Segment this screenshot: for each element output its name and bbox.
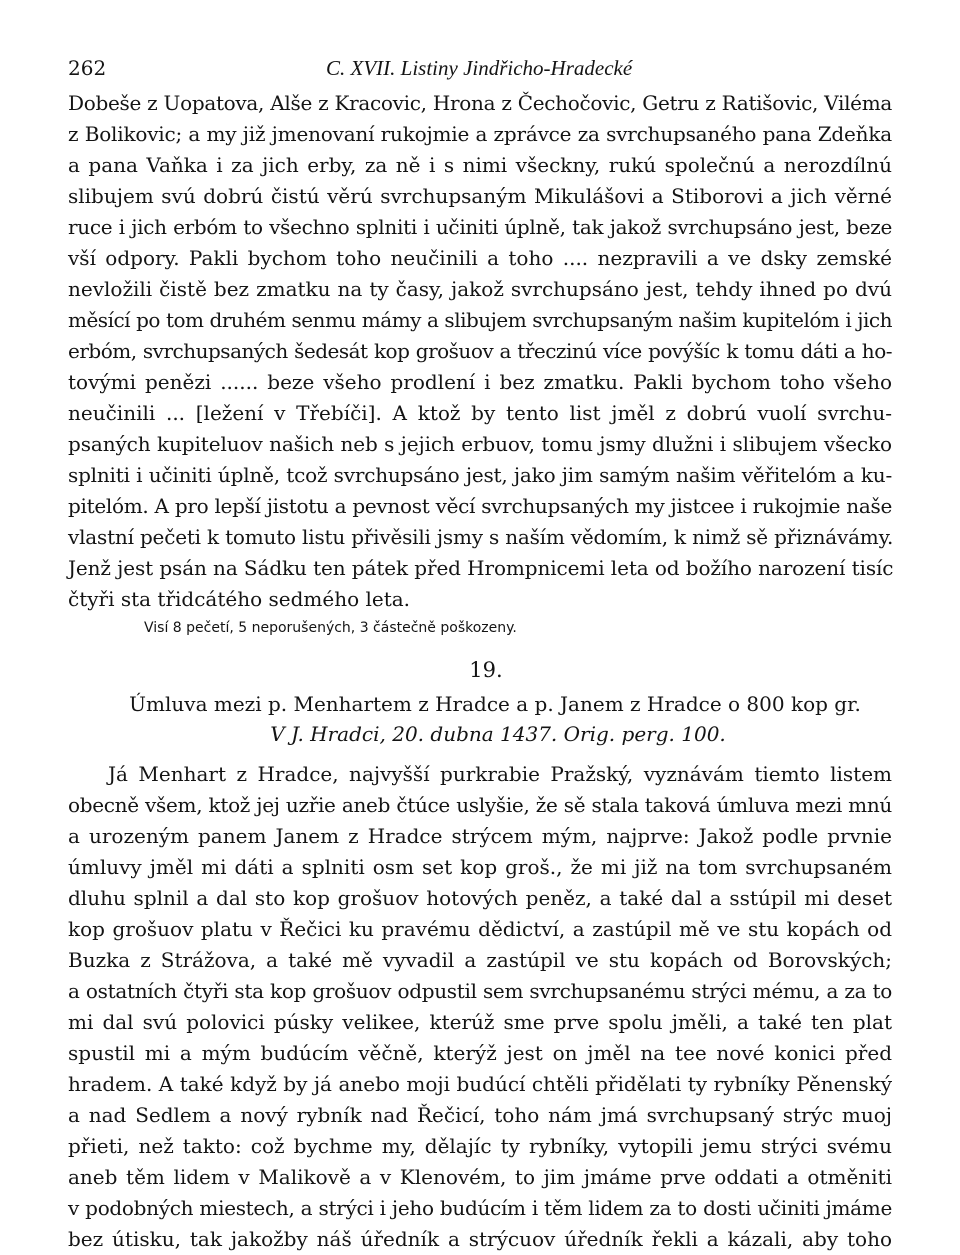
text-line: neučinili ... [ležení v Třebíči]. A ktož by tento list jměl z dobrú vuolí svrchu-: [68, 401, 892, 425]
document-number: 19.: [469, 658, 503, 682]
text-line: Jenž jest psán na Sádku ten pátek před Hrompnicemi leta od božího narození tisíc: [68, 556, 894, 580]
text-line: hradem. A také když by já anebo moji budúcí chtěli přidělati ty rybníky Pěnenský: [68, 1072, 892, 1096]
previous-document-text: [68, 88, 892, 615]
text-line: v podobných miestech, a strýci i jeho budúcím i těm lidem za to dosti učiniti jmáme: [68, 1196, 892, 1220]
text-line: Já Menhart z Hradce, najvyšší purkrabie Pražský, vyznávám tiemto listem: [108, 762, 892, 786]
running-header: [68, 48, 892, 88]
text-line: dluhu splnil a dal sto kop grošuov hotových peněz, a také dal a sstúpil mi deset: [68, 886, 892, 910]
text-line: tovými penězi ...... beze všeho prodlení i bez zmatku. Pakli bychom toho všeho: [68, 370, 892, 394]
text-line: přieti, než takto: což bychme my, dělajíc ty rybníky, vytopili jemu strýci svému: [68, 1134, 892, 1158]
text-line: a pana Vaňka i za jich erby, za ně i s nimi všeckny, rukú společnú a nerozdílnú: [68, 153, 892, 177]
text-line: úmluvy jměl mi dáti a splniti osm set kop groš., že mi již na tom svrchupsaném: [68, 855, 892, 879]
text-line: mi dal svú polovici púsky velikee, kterúž sme prve spolu jměli, a také ten plat: [68, 1010, 892, 1034]
text-line: a nad Sedlem a nový rybník nad Řečicí, toho nám jmá svrchupsaný strýc muoj: [68, 1103, 892, 1127]
text-line: Dobeše z Uopatova, Alše z Kracovic, Hrona z Čechočovic, Getru z Ratišovic, Viléma: [68, 91, 892, 115]
text-line: bez útisku, tak jakožby náš úředník a strýcuov úředník řekli a kázali, aby toho: [68, 1227, 892, 1251]
text-line: a urozeným panem Janem z Hradce strýcem mým, najprve: Jakož podle prvnie: [68, 824, 892, 848]
text-line: Buzka z Strážova, a také mě vyvadil a zastúpil ve stu kopách od Borovských;: [68, 948, 892, 972]
document-dating: V J. Hradci, 20. dubna 1437. Orig. perg. 100.: [270, 722, 726, 746]
text-line: ruce i jich erbóm to všechno splniti i učiniti úplně, tak jakož svrchupsáno jest, beze: [68, 215, 892, 239]
text-line: splniti i učiniti úplně, tcož svrchupsáno jest, jako jim samým našim věřitelóm a ku-: [68, 463, 892, 487]
running-title: C. XVII. Listiny Jindřicho-Hradecké: [326, 56, 633, 80]
text-line: pitelóm. A pro lepší jistotu a pevnost věcí svrchupsaných my jistcee i rukojmie naše: [68, 494, 892, 518]
text-line: aneb těm lidem v Malikově a v Klenovém, to jim jmáme prve oddati a otměniti: [68, 1165, 892, 1189]
text-line: měsící po tom druhém senmu mámy a slibujem svrchupsaným našim kupitelóm i jich: [68, 308, 892, 332]
text-line: z Bolikovic; a my již jmenovaní rukojmie a zprávce za svrchupsaného pana Zdeňka: [68, 122, 892, 146]
text-line: nevložili čistě bez zmatku na ty časy, jakož svrchupsáno jest, tehdy ihned po dvú: [68, 277, 892, 301]
text-line: vlastní pečeti k tomuto listu přivěsili jsmy s naším vědomím, k nimž sě přiznávámy.: [68, 525, 894, 549]
text-line: obecně všem, ktož jej uzřie aneb čtúce uslyšie, že sě stala taková úmluva mezi mnú: [68, 793, 892, 817]
text-line: čtyři sta třidcátého sedmého leta.: [68, 587, 411, 611]
text-line: erbóm, svrchupsaných šedesát kop grošuov a třeczinú více povýšíc k tomu dáti a ho-: [68, 339, 892, 363]
document-page: [68, 48, 892, 1255]
text-line: spustil mi a mým budúcím věčně, kterýž jest on jměl na tee nové konici před: [68, 1041, 892, 1065]
document-text: [68, 759, 892, 1255]
text-line: slibujem svú dobrú čistú věrú svrchupsaným Mikulášovi a Stiborovi a jich věrné: [68, 184, 892, 208]
document-summary: Úmluva mezi p. Menhartem z Hradce a p. Janem z Hradce o 800 kop gr.: [129, 692, 861, 716]
text-line: vší odpory. Pakli bychom toho neučinili a toho .... nezpravili a ve dsky zemské: [68, 246, 892, 270]
text-line: a ostatních čtyři sta kop grošuov odpustil sem svrchupsanému strýci mému, a za to: [68, 979, 892, 1003]
text-line: psaných kupiteluov našich neb s jejich erbuov, tomu jsmy dlužni i slibujem všecko: [68, 432, 892, 456]
seal-note: Visí 8 pečetí, 5 neporušených, 3 částečně poškozeny.: [144, 620, 517, 636]
text-line: kop grošuov platu v Řečici ku pravému dědictví, a zastúpil mě ve stu kopách od: [68, 917, 892, 941]
page-number: 262: [68, 56, 107, 80]
